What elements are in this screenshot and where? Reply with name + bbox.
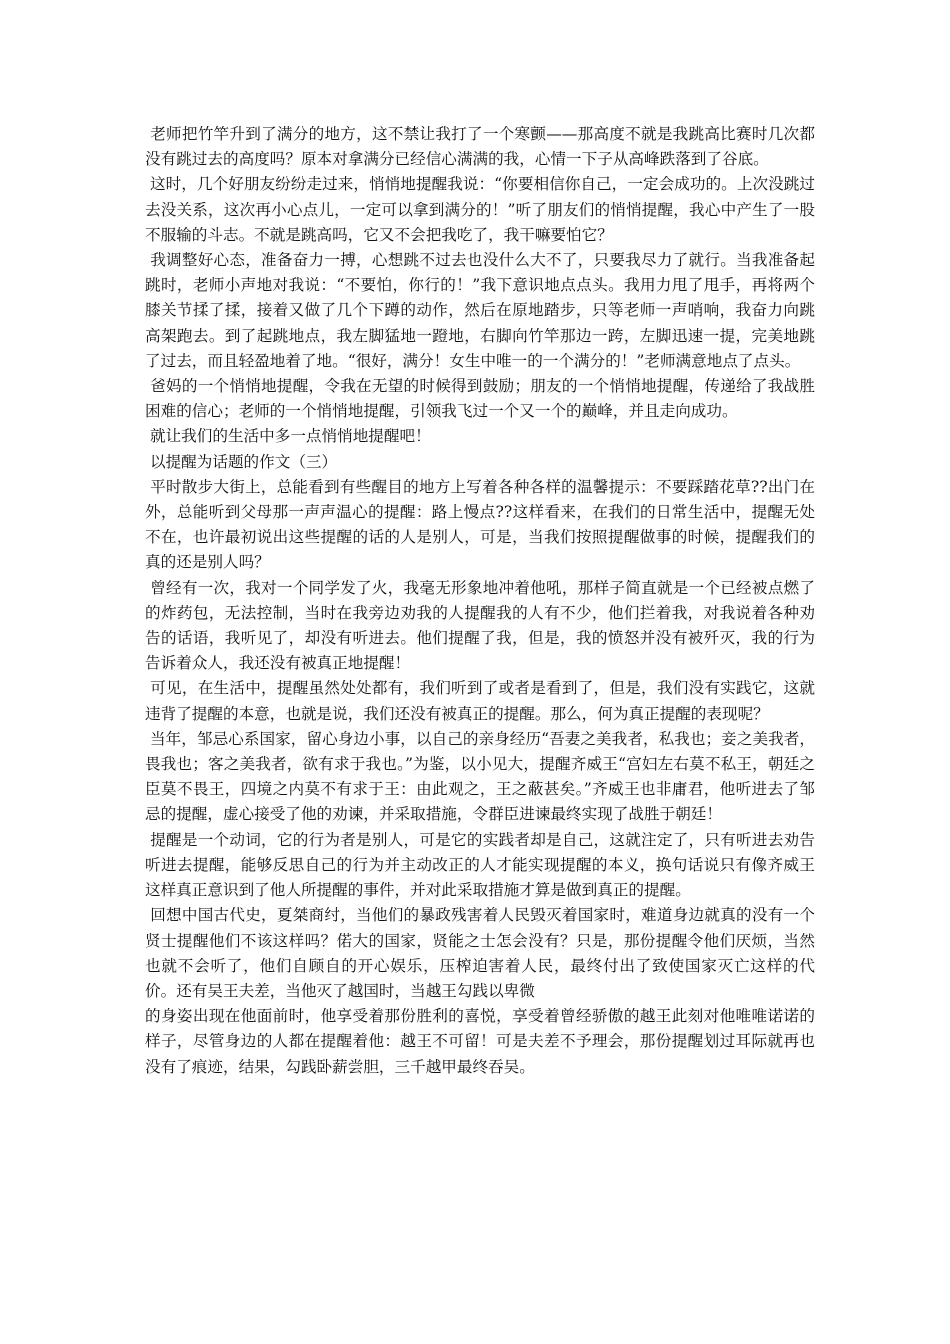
paragraph-13: 的身姿出现在他面前时，他享受着那份胜利的喜悦，享受着曾经骄傲的越王此刻对他唯唯诺诺的样子，尽管身边的人都在提醒着他：越王不可留！可是夫差不予理会，那份提醒划过耳际就再也没有了痕迹，结果，勾践卧薪尝胆，三千越甲最终吞吴。 [145, 1007, 815, 1076]
document-body [145, 122, 815, 1080]
paragraph-3: 我调整好心态，准备奋力一搏，心想跳不过去也没什么大不了，只要我尽力了就行。当我准备起跳时，老师小声地对我说：“不要怕，你行的！”我下意识地点点头。我用力甩了甩手，再将两个膝关节揉了揉，接着又做了几个下蹲的动作，然后在原地踏步，只等老师一声哨响，我奋力向跳高架跑去。到了起跳地点，我左脚猛地一蹬地，右脚向竹竿那边一跨，左脚迅速一提，完美地跳了过去，而且轻盈地着了地。“很好，满分！女生中唯一的一个满分的！”老师满意地点了点头。 [145, 251, 815, 370]
paragraph-7: 平时散步大街上，总能看到有些醒目的地方上写着各种各样的温馨提示：不要踩踏花草??出门在外，总能听到父母那一声声温心的提醒：路上慢点??这样看来，在我们的日常生活中，提醒无处不在，也许最初说出这些提醒的话的人是别人，可是，当我们按照提醒做事的时候，提醒我们的真的还是别人吗？ [145, 477, 815, 572]
paragraph-12: 回想中国古代史，夏桀商纣，当他们的暴政残害着人民毁灭着国家时，难道身边就真的没有一个贤士提醒他们不该这样吗？偌大的国家，贤能之士怎会没有？只是，那份提醒令他们厌烦，当然也就不会听了，他们自顾自的开心娱乐，压榨迫害着人民，最终付出了致使国家灭亡这样的代价。还有吴王夫差，当他灭了越国时，当越王勾践以卑微 [145, 906, 815, 1000]
section-heading: 以提醒为话题的作文（三） [145, 452, 338, 471]
paragraph-2: 这时，几个好朋友纷纷走过来，悄悄地提醒我说：“你要相信你自己，一定会成功的。上次没跳过去没关系，这次再小心点儿，一定可以拿到满分的！”听了朋友们的悄悄提醒，我心中产生了一股不服输的斗志。不就是跳高吗，它又不会把我吃了，我干嘛要怕它？ [145, 175, 815, 244]
paragraph-11: 提醒是一个动词，它的行为者是别人，可是它的实践者却是自己，这就注定了，只有听进去劝告听进去提醒，能够反思自己的行为并主动改正的人才能实现提醒的本义，换句话说只有像齐威王这样真正意识到了他人所提醒的事件，并对此采取措施才算是做到真正的提醒。 [145, 830, 815, 900]
paragraph-4: 爸妈的一个悄悄地提醒，令我在无望的时候得到鼓励；朋友的一个悄悄地提醒，传递给了我战胜困难的信心；老师的一个悄悄地提醒，引领我飞过一个又一个的巅峰，并且走向成功。 [145, 377, 815, 421]
paragraph-8: 曾经有一次，我对一个同学发了火，我毫无形象地冲着他吼，那样子简直就是一个已经被点燃了的炸药包，无法控制，当时在我旁边劝我的人提醒我的人有不少，他们拦着我，对我说着各种劝告的话语，我听见了，却没有听进去。他们提醒了我，但是，我的愤怒并没有被歼灭，我的行为告诉着众人，我还没有被真正地提醒！ [145, 578, 815, 673]
paragraph-9: 可见，在生活中，提醒虽然处处都有，我们听到了或者是看到了，但是，我们没有实践它，这就违背了提醒的本意，也就是说，我们还没有被真正的提醒。那么，何为真正提醒的表现呢？ [145, 679, 815, 723]
paragraph-5: 就让我们的生活中多一点悄悄地提醒吧！ [145, 427, 431, 446]
paragraph-1: 老师把竹竿升到了满分的地方，这不禁让我打了一个寒颤——那高度不就是我跳高比赛时几次都没有跳过去的高度吗？原本对拿满分已经信心满满的我，心情一下子从高峰跌落到了谷底。 [145, 125, 815, 169]
paragraph-10: 当年，邹忌心系国家，留心身边小事，以自己的亲身经历“吾妻之美我者，私我也；妾之美我者，畏我也；客之美我者，欲有求于我也。”为鉴，以小见大，提醒齐威王“宫妇左右莫不私王，朝廷之臣莫不畏王，四境之内莫不有求于王：由此观之，王之蔽甚矣。”齐威王也非庸君，他听进去了邹忌的提醒，虚心接受了他的劝谏，并采取措施，令群臣进谏最终实现了战胜于朝廷！ [145, 729, 815, 824]
